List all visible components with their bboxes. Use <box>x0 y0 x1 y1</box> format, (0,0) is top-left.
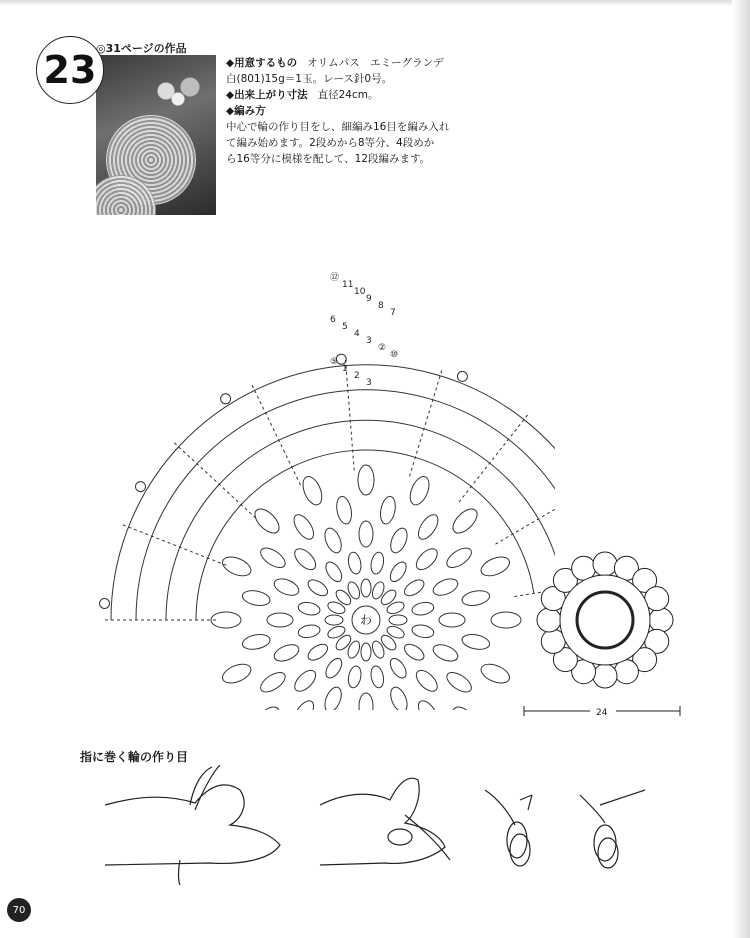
chart-spoke <box>252 384 301 485</box>
stitch-petal <box>378 495 397 525</box>
stitch-petal <box>379 588 399 608</box>
stitch-petal <box>334 588 354 608</box>
stitch-petal <box>379 633 399 653</box>
hand-illustration-2 <box>320 778 450 865</box>
chart-arc <box>136 390 555 620</box>
stitch-petal <box>385 600 405 616</box>
pattern-number-badge <box>36 36 104 104</box>
chart-arc <box>196 450 534 620</box>
stitch-petal <box>431 641 460 664</box>
stitch-petal <box>461 589 491 608</box>
stitch-petal <box>415 698 442 710</box>
doily-photo <box>96 55 216 215</box>
page-edge-shadow <box>732 0 750 938</box>
row-number-label: ⑤ <box>330 357 339 367</box>
stitch-petal <box>290 698 317 710</box>
dimension-label: 24 <box>596 708 608 718</box>
stitch-petal <box>411 623 435 639</box>
stitch-petal <box>325 615 343 625</box>
stitch-petal <box>291 545 319 573</box>
stitch-petal <box>385 624 405 640</box>
stitch-petal <box>257 544 288 571</box>
row-number-label: 8 <box>378 301 384 311</box>
stitch-petal <box>346 580 362 600</box>
stitch-petal <box>439 613 465 627</box>
stitch-petal <box>359 693 373 710</box>
magic-ring-illustrations <box>100 765 680 885</box>
materials-label: ◆用意するもの <box>226 57 298 69</box>
flower-decoration <box>148 71 208 111</box>
page-number: 70 <box>7 898 31 922</box>
stitch-petal <box>220 553 254 579</box>
chart-spoke <box>495 488 555 545</box>
hand-illustration-1 <box>105 765 280 885</box>
stitch-petal <box>358 465 374 495</box>
stitch-petal <box>305 641 330 663</box>
picot-motif <box>221 394 231 404</box>
stitch-petal <box>334 633 354 653</box>
chart-spoke <box>174 442 256 518</box>
pattern-number: 23 <box>43 48 97 92</box>
picot-motif <box>136 482 146 492</box>
size-value: 直径24cm。 <box>317 89 379 101</box>
stitch-petal <box>297 601 321 617</box>
size-line <box>226 87 526 103</box>
stitch-petal <box>272 576 301 599</box>
stitch-petal <box>389 615 407 625</box>
row-number-label: 10 <box>354 287 366 297</box>
row-number-label: 7 <box>390 308 396 318</box>
stitch-petal <box>415 511 442 542</box>
stitch-petal <box>251 703 284 710</box>
stitch-petal <box>387 685 410 710</box>
chart-arc <box>111 365 555 620</box>
stitch-petal <box>370 580 386 600</box>
picot-motif <box>457 371 467 381</box>
stitch-petal <box>444 544 475 571</box>
stitch-petal <box>402 641 427 663</box>
stitch-petal <box>361 579 371 597</box>
stitch-petal <box>220 660 254 686</box>
stitch-petal <box>387 656 409 681</box>
stitch-petal <box>444 669 475 696</box>
scallop-edge <box>537 608 561 632</box>
picot-motif <box>100 599 110 609</box>
row-number-label: 4 <box>354 329 360 339</box>
pattern-info <box>226 55 526 167</box>
stitch-petal <box>241 588 271 607</box>
stitch-petal <box>267 613 293 627</box>
stitch-petal <box>241 632 271 651</box>
scallop-edge <box>649 608 673 632</box>
stitch-petal <box>359 521 373 547</box>
stitch-petal <box>347 665 363 689</box>
stitch-petal <box>346 639 362 659</box>
stitch-petal <box>272 641 301 664</box>
stitch-petal <box>387 559 409 584</box>
stitch-petal <box>413 667 441 695</box>
stitch-petal <box>411 601 435 617</box>
materials-line-2: 白(801)15g＝1玉。レース針0号。 <box>226 73 393 85</box>
stitch-petal <box>305 577 330 599</box>
stitch-petal <box>491 612 521 628</box>
stitch-petal <box>369 551 385 575</box>
loop-illustration-1 <box>485 790 532 866</box>
scallop-edge <box>593 552 617 576</box>
stitch-petal <box>449 703 482 710</box>
row-number-label: 3 <box>366 378 372 388</box>
scallop-edge <box>593 664 617 688</box>
materials-yarn: オリムパス エミーグランデ <box>307 57 444 69</box>
stitch-petal <box>478 553 512 579</box>
stitch-petal <box>297 623 321 639</box>
row-number-label: 1 <box>342 364 348 374</box>
row-number-label: ② <box>378 343 387 353</box>
page-reference: ◎31ページの作品 <box>96 42 187 55</box>
size-label: ◆出来上がり寸法 <box>226 89 308 101</box>
stitch-petal <box>449 505 482 538</box>
chart-spoke <box>459 414 528 502</box>
stitch-petal <box>478 660 512 686</box>
stitch-petal <box>361 643 371 661</box>
stitch-petal <box>326 624 346 640</box>
stitch-petal <box>335 495 354 525</box>
stitch-petal <box>347 551 363 575</box>
stitch-petal <box>326 600 346 616</box>
stitch-petal <box>299 474 325 508</box>
chart-spoke <box>345 359 354 471</box>
stitch-petal <box>370 639 386 659</box>
stitch-petal <box>323 559 345 584</box>
stitch-petal <box>322 526 345 555</box>
stitch-petal <box>290 511 317 542</box>
stitch-petal <box>323 656 345 681</box>
finished-shape-diagram <box>525 545 685 695</box>
chart-center-mark: わ <box>359 613 373 627</box>
row-number-label: ⑫ <box>330 273 340 283</box>
row-number-label: 5 <box>342 322 348 332</box>
stitch-petal <box>257 669 288 696</box>
method-line-2: て編み始めます。2段めから8等分、4段めか <box>226 137 435 149</box>
stitch-petal <box>406 474 432 508</box>
row-number-label: 9 <box>366 294 372 304</box>
loop-illustration-2 <box>580 790 645 868</box>
stitch-petal <box>431 576 460 599</box>
chart-spoke <box>122 525 226 566</box>
stitch-petal <box>402 577 427 599</box>
row-number-label: 6 <box>330 315 336 325</box>
method-line-1: 中心で輪の作り目をし、細編み16目を編み入れ <box>226 121 450 133</box>
row-number-label: 3 <box>366 336 372 346</box>
row-number-label: ⑩ <box>390 350 399 360</box>
method-label: ◆編み方 <box>226 105 266 117</box>
crochet-chart <box>55 250 555 710</box>
stitch-petal <box>369 665 385 689</box>
stitch-petal <box>322 685 345 710</box>
section-title: 指に巻く輪の作り目 <box>80 750 189 764</box>
stitch-petal <box>387 526 410 555</box>
page-top-edge <box>0 0 750 6</box>
stitch-petal <box>413 545 441 573</box>
row-number-label: 2 <box>354 371 360 381</box>
materials-line-1 <box>226 55 526 71</box>
method-line-3: ら16等分に模様を配して、12段編みます。 <box>226 153 431 165</box>
stitch-petal <box>461 632 491 651</box>
row-number-label: 11 <box>342 280 354 290</box>
stitch-petal <box>291 667 319 695</box>
stitch-petal <box>251 505 284 538</box>
